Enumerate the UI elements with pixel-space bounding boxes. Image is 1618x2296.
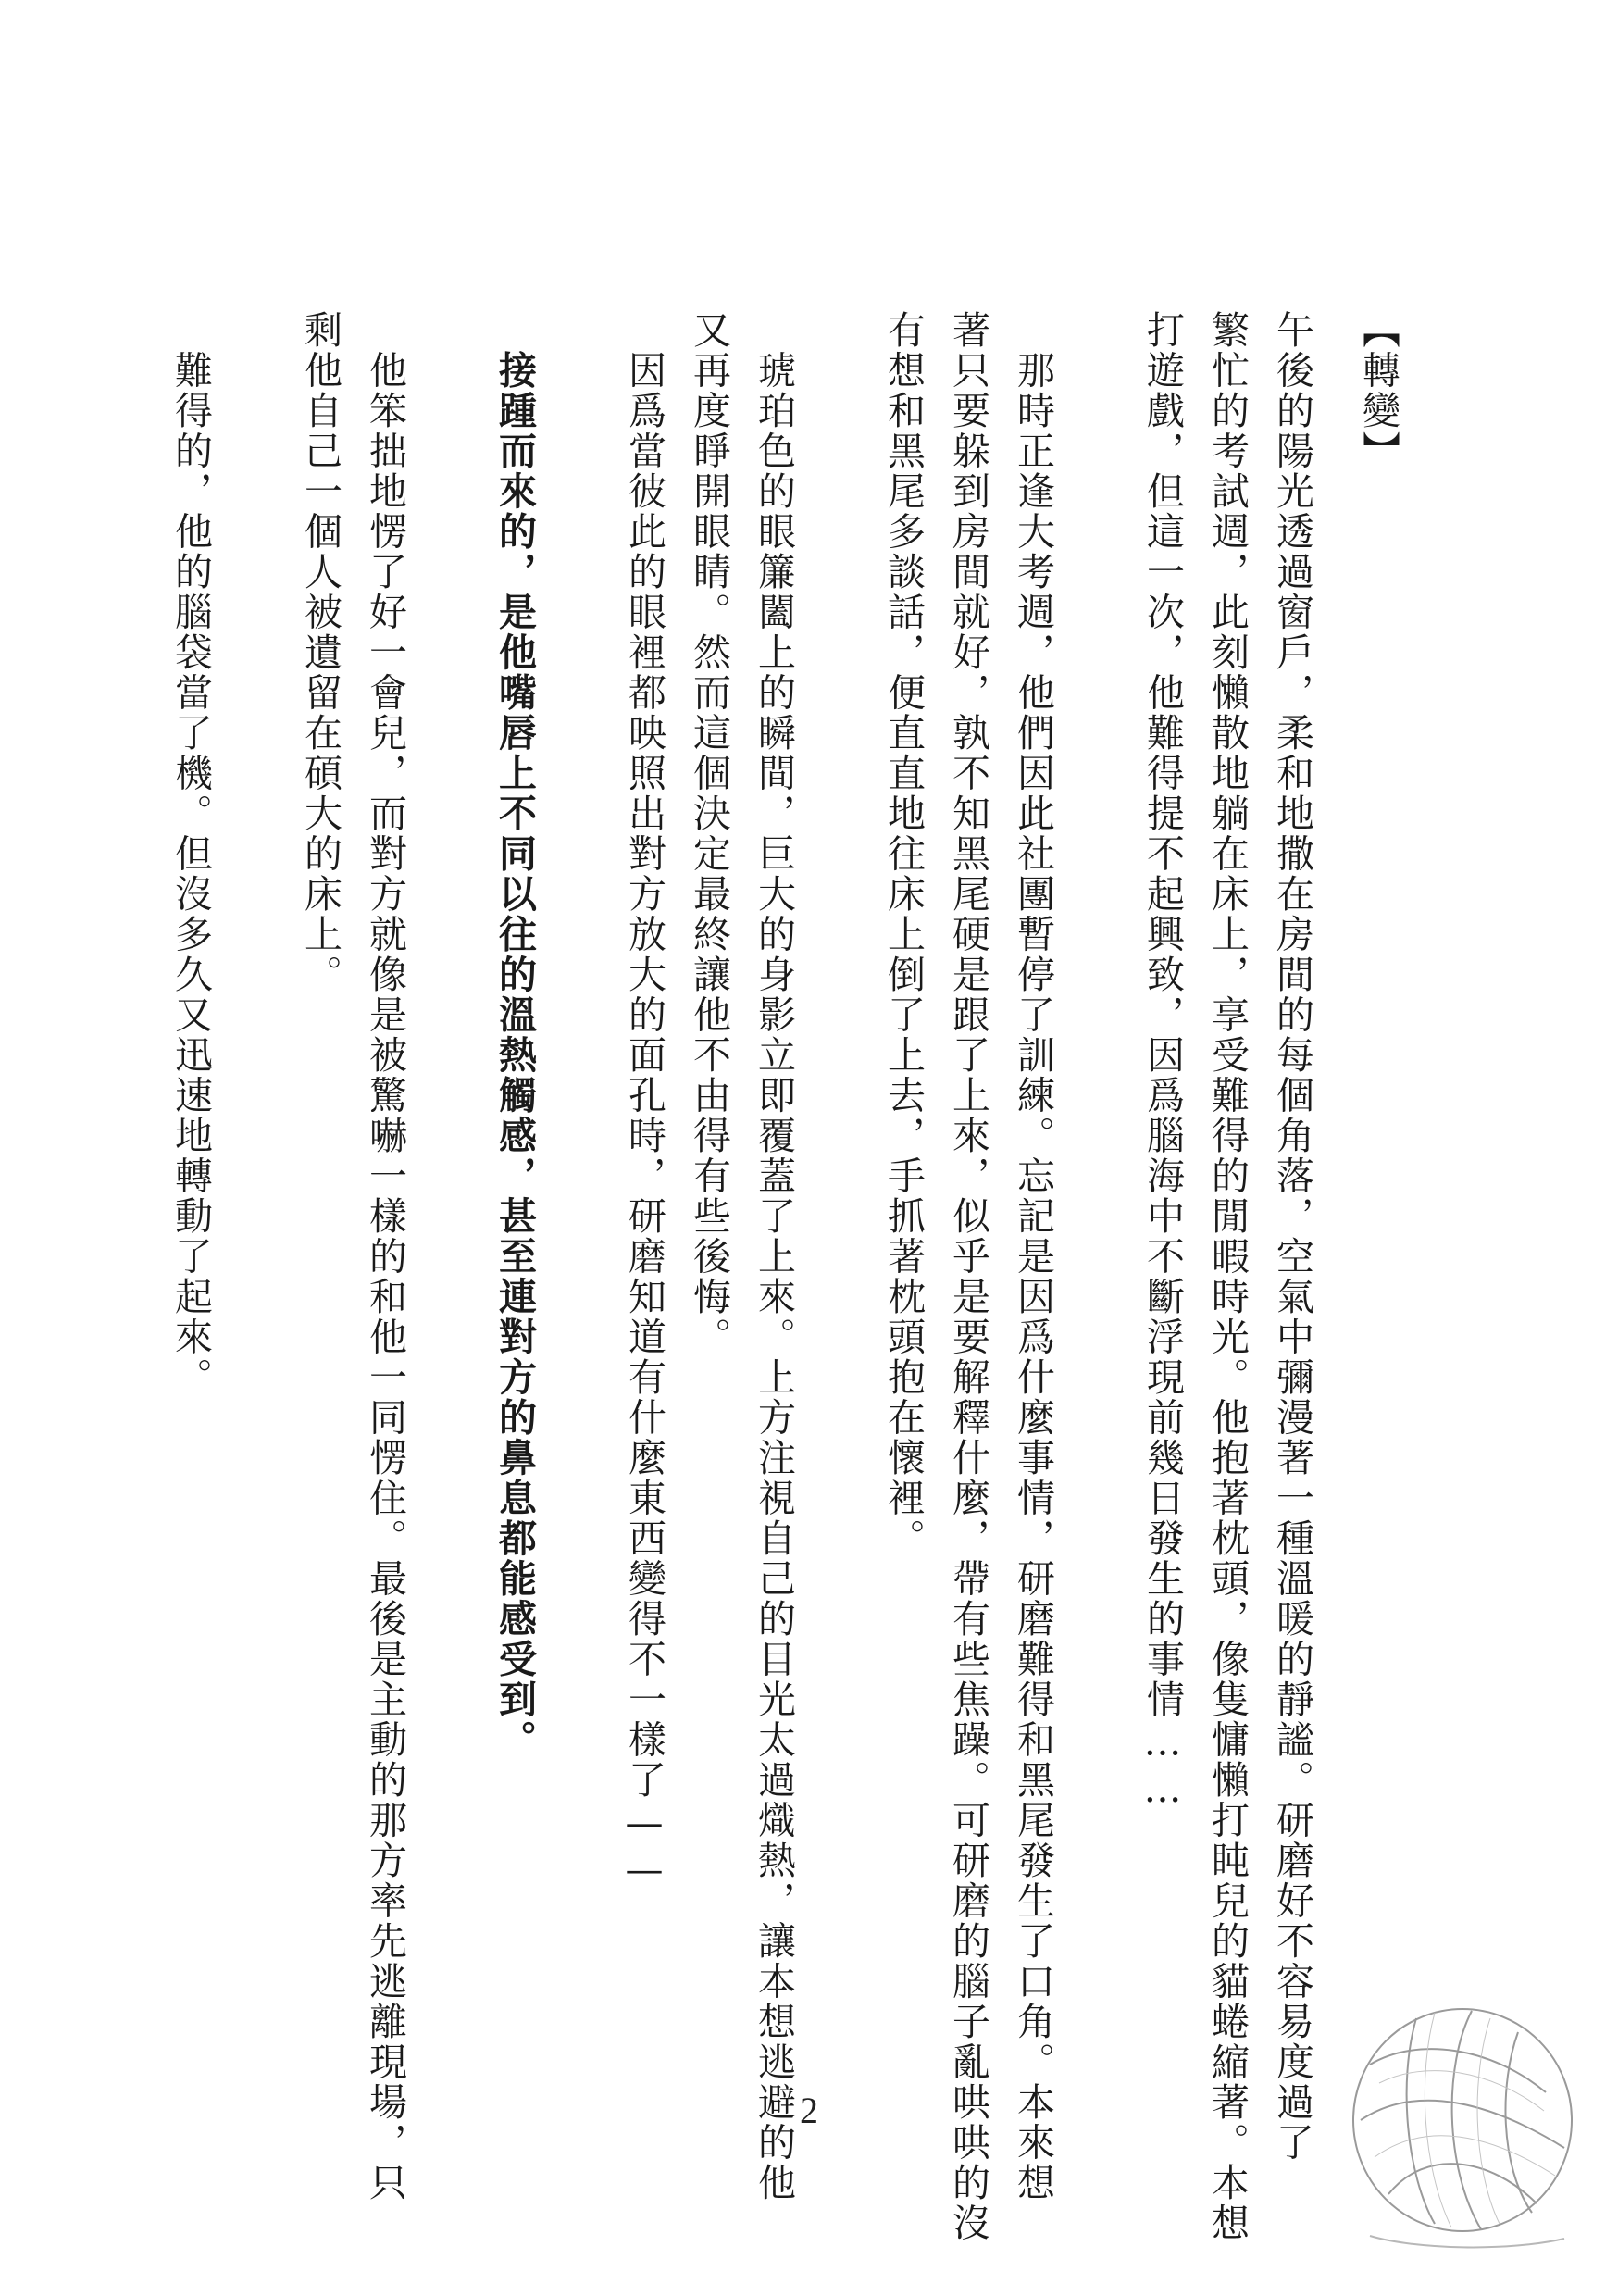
text-column: 午後的陽光透過窗戶，柔和地撒在房間的每個角落，空氣中彌漫著一種溫暖的靜謐。研磨好不容易度過了 bbox=[1270, 310, 1314, 2163]
text-column: 琥珀色的眼簾闔上的瞬間，巨大的身影立即覆蓋了上來。上方注視自己的目光太過熾熱，讓本想逃避的他 bbox=[752, 310, 796, 2203]
text-column: 繁忙的考試週，此刻懶散地躺在床上，享受難得的閒暇時光。他抱著枕頭，像隻慵懶打盹兒的貓蜷縮著。本想 bbox=[1205, 310, 1250, 2243]
text-column: 著只要躲到房間就好，孰不知黑尾硬是跟了上來，似乎是要解釋什麼，帶有些焦躁。可研磨的腦子亂哄哄的沒 bbox=[946, 310, 990, 2243]
text-column: 打遊戲，但這一次，他難得提不起興致，因爲腦海中不斷浮現前幾日發生的事情…… bbox=[1140, 310, 1185, 1814]
text-column: 又再度睜開眼睛。然而這個決定最終讓他不由得有些後悔。 bbox=[687, 310, 731, 1357]
text-column: 難得的，他的腦袋當了機。但沒多久又迅速地轉動了起來。 bbox=[168, 310, 213, 1398]
text-column: 因爲當彼此的眼裡都映照出對方放大的面孔時，研磨知道有什麼東西變得不一樣了—— bbox=[622, 310, 666, 1894]
text-column: 他笨拙地愣了好一會兒，而對方就像是被驚嚇一樣的和他一同愣住。最後是主動的那方率先逃離現場，只 bbox=[363, 310, 407, 2203]
chapter-title: 【轉變】 bbox=[1356, 310, 1400, 471]
page-number: 2 bbox=[800, 2090, 818, 2131]
text-column: 有想和黑尾多談話，便直直地往床上倒了上去，手抓著枕頭抱在懷裡。 bbox=[881, 310, 926, 1559]
text-column: 接踵而來的，是他嘴唇上不同以往的溫熱觸感，甚至連對方的鼻息都能感受到。 bbox=[492, 310, 537, 1760]
text-column: 那時正逢大考週，他們因此社團暫停了訓練。忘記是因爲什麼事情，研磨難得和黑尾發生了口角。本來想 bbox=[1011, 310, 1055, 2203]
text-column: 剩他自己一個人被遺留在碩大的床上。 bbox=[298, 310, 342, 995]
